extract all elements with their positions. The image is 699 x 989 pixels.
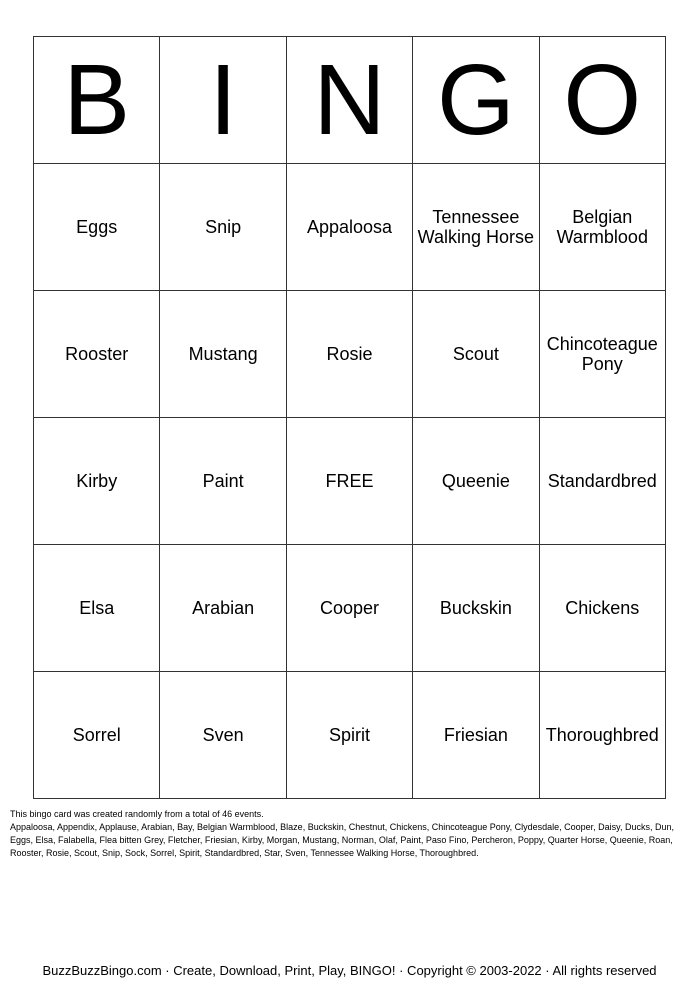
bingo-cell: Arabian bbox=[160, 545, 286, 672]
bingo-cell: Buckskin bbox=[413, 545, 539, 672]
bingo-cell: Sven bbox=[160, 672, 286, 799]
bingo-card bbox=[33, 36, 666, 799]
created-note: This bingo card was created randomly from a total of 46 events. bbox=[10, 809, 264, 819]
header-letter-b: B bbox=[34, 37, 160, 164]
bingo-cell: Rosie bbox=[286, 291, 412, 418]
bingo-cell: Paint bbox=[160, 418, 286, 545]
free-space-cell: FREE bbox=[286, 418, 412, 545]
bingo-cell: Standardbred bbox=[539, 418, 665, 545]
copyright-footer: BuzzBuzzBingo.com · Create, Download, Print, Play, BINGO! · Copyright © 2003-2022 · All rights reserved bbox=[42, 963, 657, 978]
event-list: Appaloosa, Appendix, Applause, Arabian, Bay, Belgian Warmblood, Blaze, Buckskin, Chestnut, Chickens, Chincoteague Pony, Clydesdale, Cooper, Daisy, Ducks, Dun, Eggs, Elsa, Falabella, Flea bitten Grey, Fletcher, Friesian, Kirby, Morgan, Mustang, Norman, Olaf, Paint, Paso Fino, Percheron, Poppy, Quarter Horse, Queenie, Roan, Rooster, Rosie, Scout, Snip, Sock, Sorrel, Spirit, Standardbred, Star, Sven, Tennessee Walking Horse, Thoroughbred. bbox=[10, 822, 675, 858]
bingo-cell: Cooper bbox=[286, 545, 412, 672]
bingo-cell: Spirit bbox=[286, 672, 412, 799]
bingo-cell: Elsa bbox=[34, 545, 160, 672]
bingo-cell: Thoroughbred bbox=[539, 672, 665, 799]
header-letter-g: G bbox=[413, 37, 539, 164]
header-letter-o: O bbox=[539, 37, 665, 164]
bingo-cell: Kirby bbox=[34, 418, 160, 545]
bingo-cell: Queenie bbox=[413, 418, 539, 545]
bingo-cell: Tennessee Walking Horse bbox=[413, 164, 539, 291]
event-list-note bbox=[10, 808, 690, 860]
bingo-cell: Rooster bbox=[34, 291, 160, 418]
bingo-cell: Sorrel bbox=[34, 672, 160, 799]
bingo-cell: Appaloosa bbox=[286, 164, 412, 291]
bingo-row bbox=[34, 164, 666, 291]
bingo-row bbox=[34, 418, 666, 545]
bingo-cell: Scout bbox=[413, 291, 539, 418]
bingo-header-row bbox=[34, 37, 666, 164]
bingo-cell: Friesian bbox=[413, 672, 539, 799]
bingo-row bbox=[34, 672, 666, 799]
bingo-cell: Belgian Warmblood bbox=[539, 164, 665, 291]
bingo-row bbox=[34, 291, 666, 418]
bingo-cell: Eggs bbox=[34, 164, 160, 291]
bingo-cell: Mustang bbox=[160, 291, 286, 418]
header-letter-i: I bbox=[160, 37, 286, 164]
header-letter-n: N bbox=[286, 37, 412, 164]
bingo-cell: Chickens bbox=[539, 545, 665, 672]
bingo-cell: Chincoteague Pony bbox=[539, 291, 665, 418]
bingo-cell: Snip bbox=[160, 164, 286, 291]
bingo-row bbox=[34, 545, 666, 672]
